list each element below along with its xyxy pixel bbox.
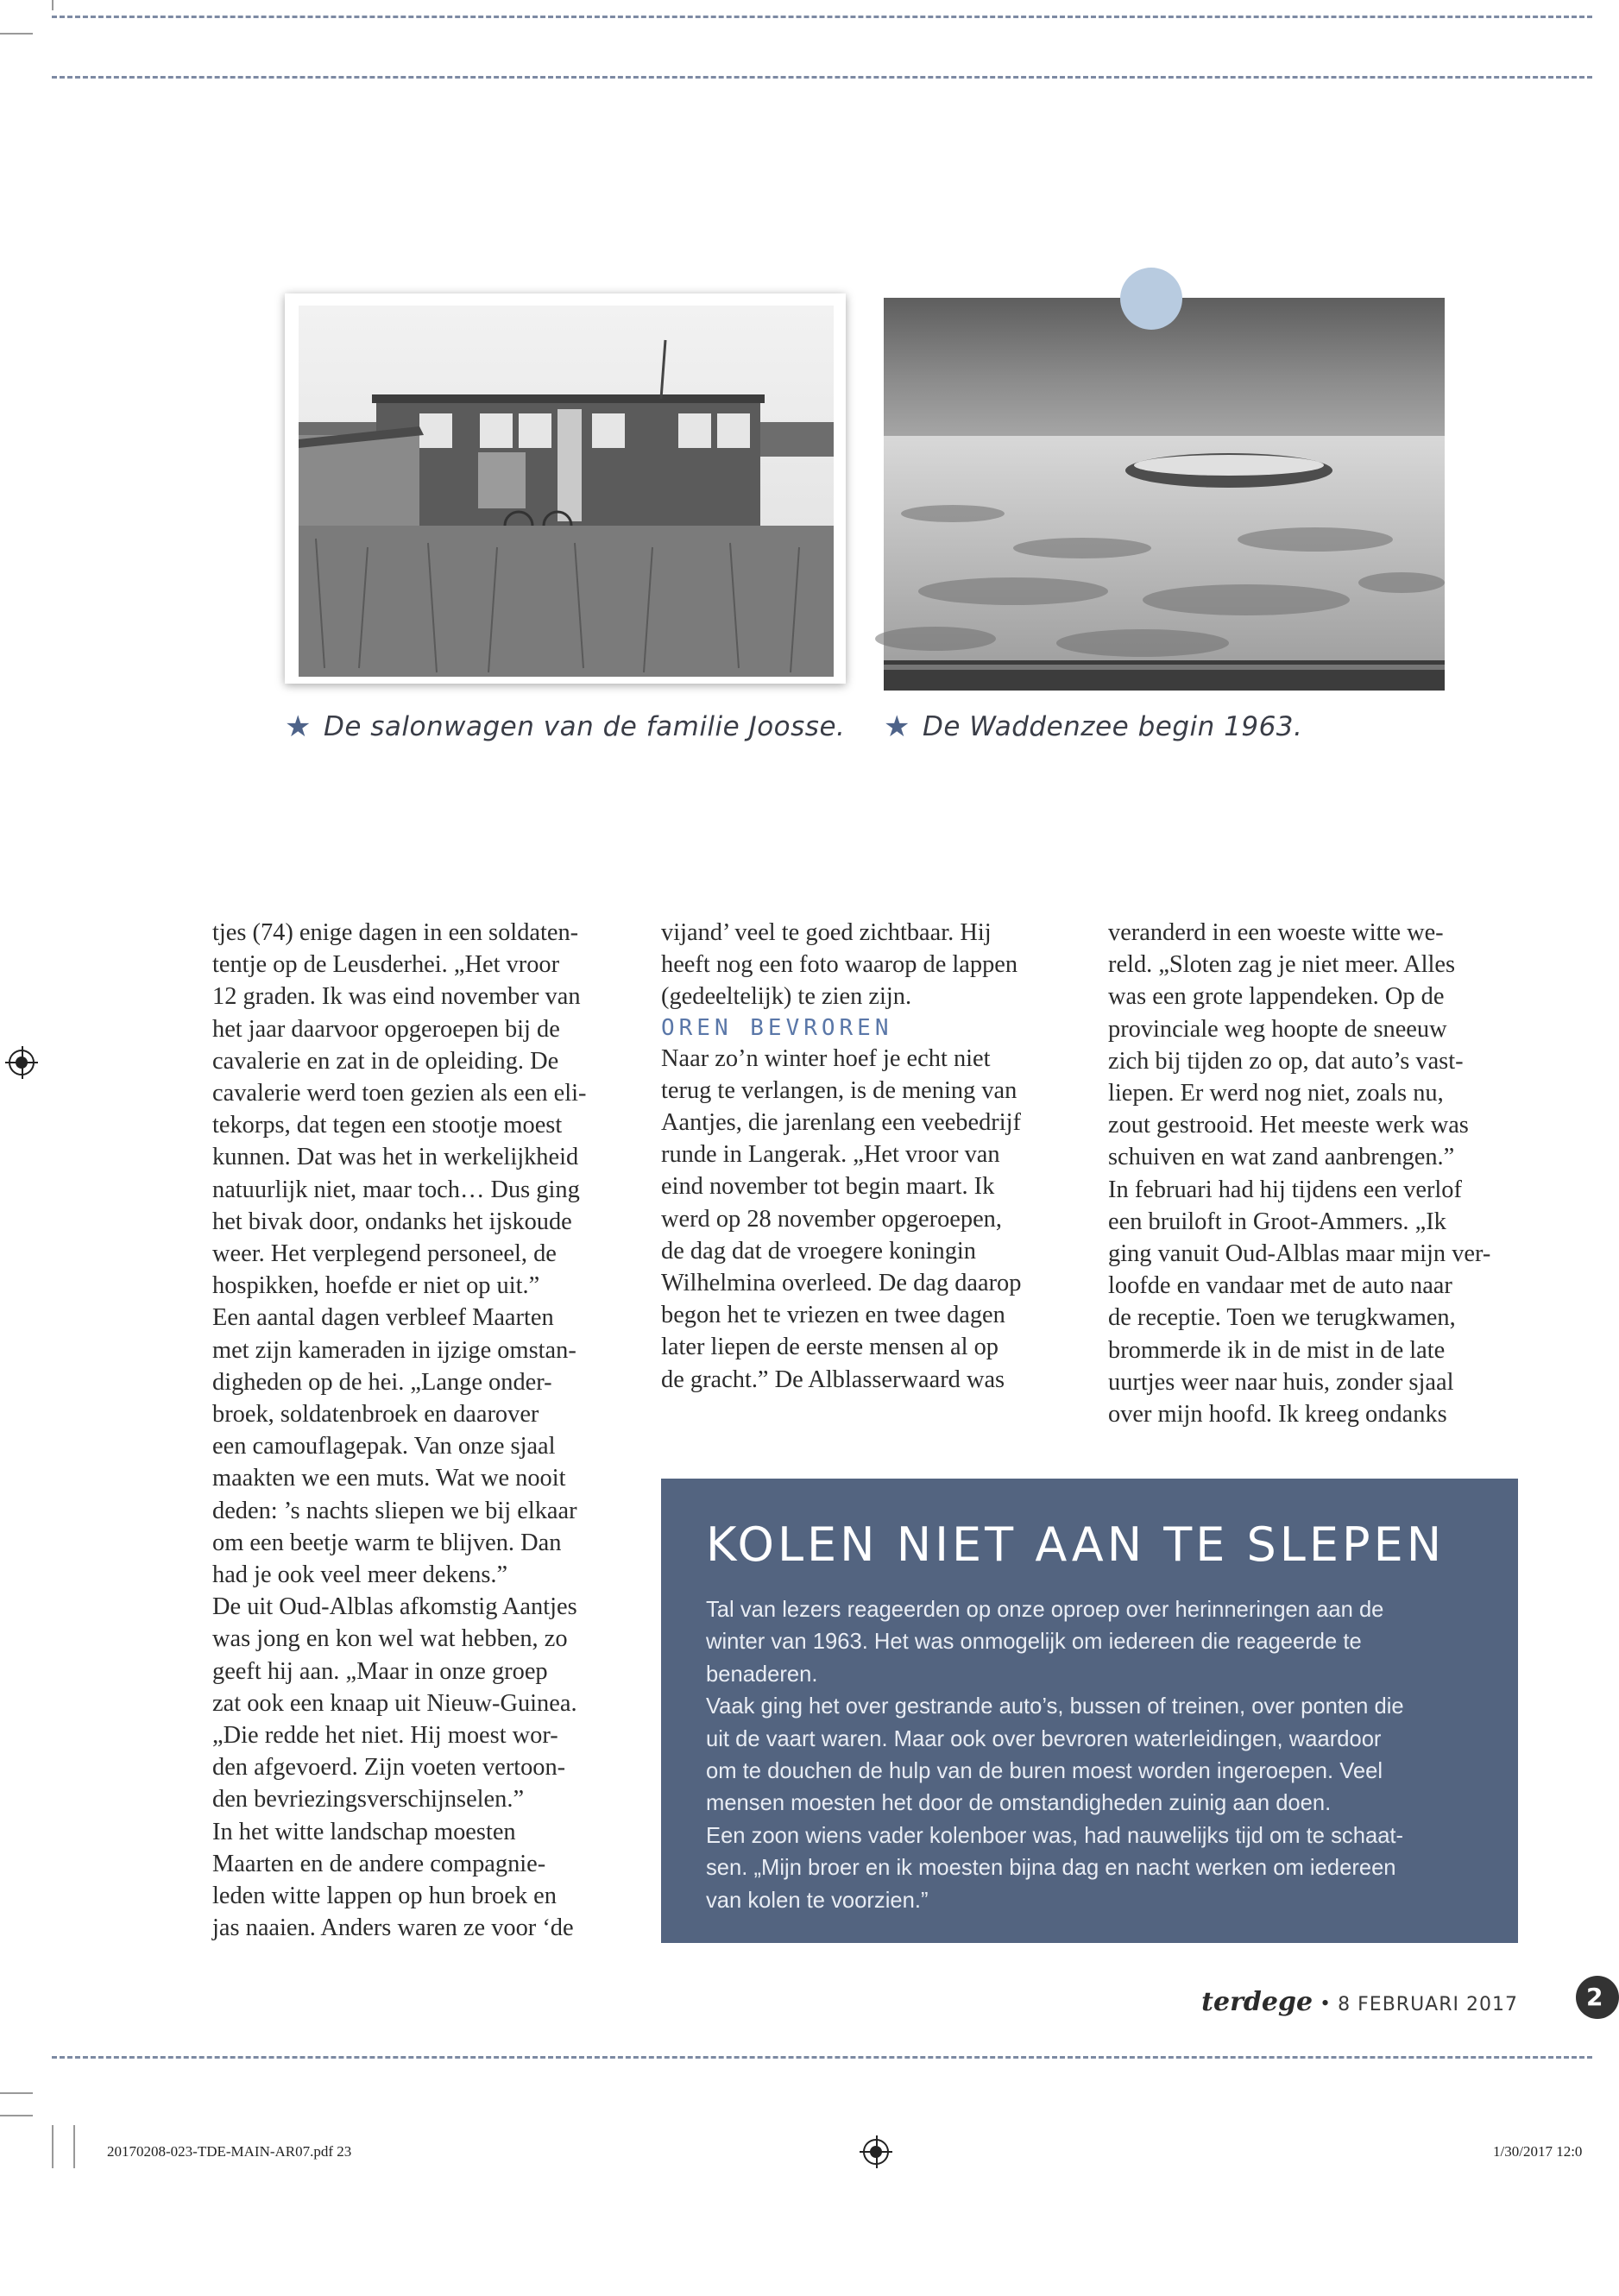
text-line: met zijn kameraden in ijzige omstan-: [212, 1336, 576, 1364]
text-line: tjes (74) enige dagen in een soldaten-: [212, 919, 579, 946]
text-line: ging vanuit Oud-Alblas maar mijn ver-: [1108, 1240, 1491, 1268]
section-subheading: OREN BEVROREN: [661, 1014, 893, 1041]
text-line: werd op 28 november opgeroepen,: [661, 1205, 1002, 1233]
text-line: weer. Het verplegend personeel, de: [212, 1240, 557, 1268]
text-line: loofde en vandaar met de auto naar: [1108, 1272, 1452, 1300]
page-footer: [1201, 1987, 1518, 2017]
text-line: In februari had hij tijdens een verlof: [1108, 1176, 1462, 1203]
text-line: zout gestrooid. Het meeste werk was: [1108, 1112, 1469, 1139]
text-line: begon het te vriezen en twee dagen: [661, 1302, 1005, 1329]
text-line: In het witte landschap moesten: [212, 1818, 516, 1845]
text-line: vijand’ veel te goed zichtbaar. Hij: [661, 919, 992, 946]
sidebar-line: benaderen.: [706, 1662, 818, 1687]
text-line: was een grote lappendeken. Op de: [1108, 983, 1445, 1011]
crop-mark: [52, 2125, 54, 2168]
caption-waddenzee: [884, 710, 1302, 744]
text-line: om een beetje warm te blijven. Dan: [212, 1529, 562, 1556]
text-line: natuurlijk niet, maar toch… Dus ging: [212, 1176, 580, 1203]
issue-date: 8 FEBRUARI 2017: [1338, 1994, 1518, 2015]
text-line: hospikken, hoefde er niet op uit.”: [212, 1272, 540, 1300]
text-line: digheden op de hei. „Lange onder-: [212, 1368, 552, 1396]
text-line: den bevriezingsverschijnselen.”: [212, 1786, 525, 1813]
text-line: Maarten en de andere compagnie-: [212, 1850, 546, 1877]
kader-sidebar: [661, 1479, 1518, 1943]
text-line: Aantjes, die jarenlang een veebedrijf: [661, 1109, 1021, 1137]
article-column-1: [212, 917, 627, 1945]
crop-mark: [73, 2125, 75, 2168]
text-line: reld. „Sloten zag je niet meer. Alles: [1108, 951, 1456, 979]
text-line: provinciale weg hoopte de sneeuw: [1108, 1015, 1447, 1043]
text-line: (gedeeltelijk) te zien zijn.: [661, 983, 912, 1011]
crop-mark: [0, 2092, 33, 2094]
page-number: 2: [1576, 1976, 1619, 2019]
crop-mark: [0, 33, 33, 35]
text-line: een bruiloft in Groot-Ammers. „Ik: [1108, 1208, 1446, 1235]
sidebar-body: [706, 1594, 1473, 1917]
text-line: De uit Oud-Alblas afkomstig Aantjes: [212, 1593, 577, 1621]
text-line: kunnen. Dat was het in werkelijkheid: [212, 1144, 579, 1171]
dashed-trim-line-bottom: [52, 2056, 1592, 2059]
print-slug-file: 20170208-023-TDE-MAIN-AR07.pdf 23: [107, 2143, 352, 2160]
text-line: tekorps, dat tegen een stootje moest: [212, 1112, 563, 1139]
text-line: 12 graden. Ik was eind november van: [212, 983, 581, 1011]
text-line: over mijn hoofd. Ik kreeg ondanks: [1108, 1401, 1447, 1429]
text-line: heeft nog een foto waarop de lappen: [661, 951, 1018, 979]
sidebar-line: sen. „Mijn broer en ik moesten bijna dag en nacht werken om iedereen: [706, 1856, 1396, 1881]
text-line: brommerde ik in de mist in de late: [1108, 1336, 1446, 1364]
text-line: Naar zo’n winter hoef je echt niet: [661, 1044, 991, 1072]
text-line: Wilhelmina overleed. De dag daarop: [661, 1270, 1022, 1297]
text-line: Een aantal dagen verbleef Maarten: [212, 1304, 554, 1332]
text-line: uurtjes weer naar huis, zonder sjaal: [1108, 1368, 1454, 1396]
dashed-trim-line-top: [52, 16, 1592, 18]
text-line: jas naaien. Anders waren ze voor ‘de: [212, 1914, 574, 1942]
text-line: het bivak door, ondanks het ijskoude: [212, 1208, 572, 1235]
text-line: was jong en kon wel wat hebben, zo: [212, 1625, 568, 1653]
text-line: de gracht.” De Alblasserwaard was: [661, 1366, 1005, 1393]
text-line: cavalerie werd toen gezien als een eli-: [212, 1080, 587, 1107]
text-line: tentje op de Leusderhei. „Het vroor: [212, 951, 560, 979]
print-slug-timestamp: 1/30/2017 12:0: [1493, 2143, 1583, 2160]
text-line: maakten we een muts. Wat we nooit: [212, 1465, 566, 1492]
dashed-trim-line: [52, 76, 1592, 79]
text-line: de receptie. Toen we terugkwamen,: [1108, 1304, 1456, 1332]
sidebar-line: om te douchen de hulp van de buren moest worden ingeroepen. Veel: [706, 1759, 1383, 1784]
text-line: eind november tot begin maart. Ik: [661, 1173, 995, 1201]
sidebar-line: van kolen te voorzien.”: [706, 1888, 929, 1913]
text-line: leden witte lappen op hun broek en: [212, 1883, 557, 1910]
text-line: de dag dat de vroegere koningin: [661, 1237, 977, 1265]
sidebar-title: KOLEN NIET AAN TE SLEPEN: [706, 1517, 1446, 1572]
star-icon: ★: [884, 710, 910, 744]
text-line: cavalerie en zat in de opleiding. De: [212, 1047, 559, 1075]
article-column-3: [1108, 917, 1531, 1430]
decorative-circle: [1120, 268, 1182, 330]
sidebar-line: winter van 1963. Het was onmogelijk om iedereen die reageerde te: [706, 1630, 1362, 1655]
sidebar-line: uit de vaart waren. Maar ook over bevroren waterleidingen, waardoor: [706, 1726, 1382, 1751]
text-line: terug te verlangen, is de mening van: [661, 1076, 1017, 1104]
registration-mark-icon: [9, 1050, 35, 1075]
text-line: liepen. Er werd nog niet, zoals nu,: [1108, 1080, 1444, 1107]
sidebar-line: Vaak ging het over gestrande auto’s, bussen of treinen, over ponten die: [706, 1694, 1404, 1719]
sidebar-line: Een zoon wiens vader kolenboer was, had nauwelijks tijd om te schaat-: [706, 1823, 1404, 1848]
text-line: geeft hij aan. „Maar in onze groep: [212, 1657, 548, 1685]
crop-mark: [0, 2115, 33, 2116]
crop-mark: [52, 0, 54, 10]
article-column-2: [661, 917, 1084, 1396]
footer-separator: •: [1321, 1990, 1330, 2015]
photo-salonwagen: [299, 306, 834, 677]
text-line: het jaar daarvoor opgeroepen bij de: [212, 1015, 560, 1043]
photo-waddenzee: [884, 298, 1445, 691]
text-line: veranderd in een woeste witte we-: [1108, 919, 1444, 946]
star-icon: ★: [285, 710, 312, 744]
text-line: „Die redde het niet. Hij moest wor-: [212, 1722, 558, 1750]
caption-text: De salonwagen van de familie Joosse.: [323, 711, 846, 742]
text-line: later liepen de eerste mensen al op: [661, 1334, 998, 1361]
caption-text: De Waddenzee begin 1963.: [922, 711, 1303, 742]
text-line: schuiven en wat zand aanbrengen.”: [1108, 1144, 1455, 1171]
magazine-brand: terdege: [1201, 1987, 1313, 2017]
caption-salonwagen: [285, 710, 845, 744]
text-line: zich bij tijden zo op, dat auto’s vast-: [1108, 1047, 1464, 1075]
text-line: had je ook veel meer dekens.”: [212, 1561, 508, 1589]
text-line: runde in Langerak. „Het vroor van: [661, 1141, 1000, 1169]
sidebar-line: Tal van lezers reageerden op onze oproep over herinneringen aan de: [706, 1598, 1384, 1622]
text-line: den afgevoerd. Zijn voeten vertoon-: [212, 1754, 566, 1782]
text-line: een camouflagepak. Van onze sjaal: [212, 1433, 556, 1460]
text-line: deden: ’s nachts sliepen we bij elkaar: [212, 1497, 577, 1524]
text-line: zat ook een knaap uit Nieuw-Guinea.: [212, 1689, 577, 1717]
registration-mark-icon: [863, 2139, 889, 2165]
sidebar-line: mensen moesten het door de omstandigheden zuinig aan doen.: [706, 1791, 1332, 1816]
text-line: broek, soldatenbroek en daarover: [212, 1401, 539, 1429]
